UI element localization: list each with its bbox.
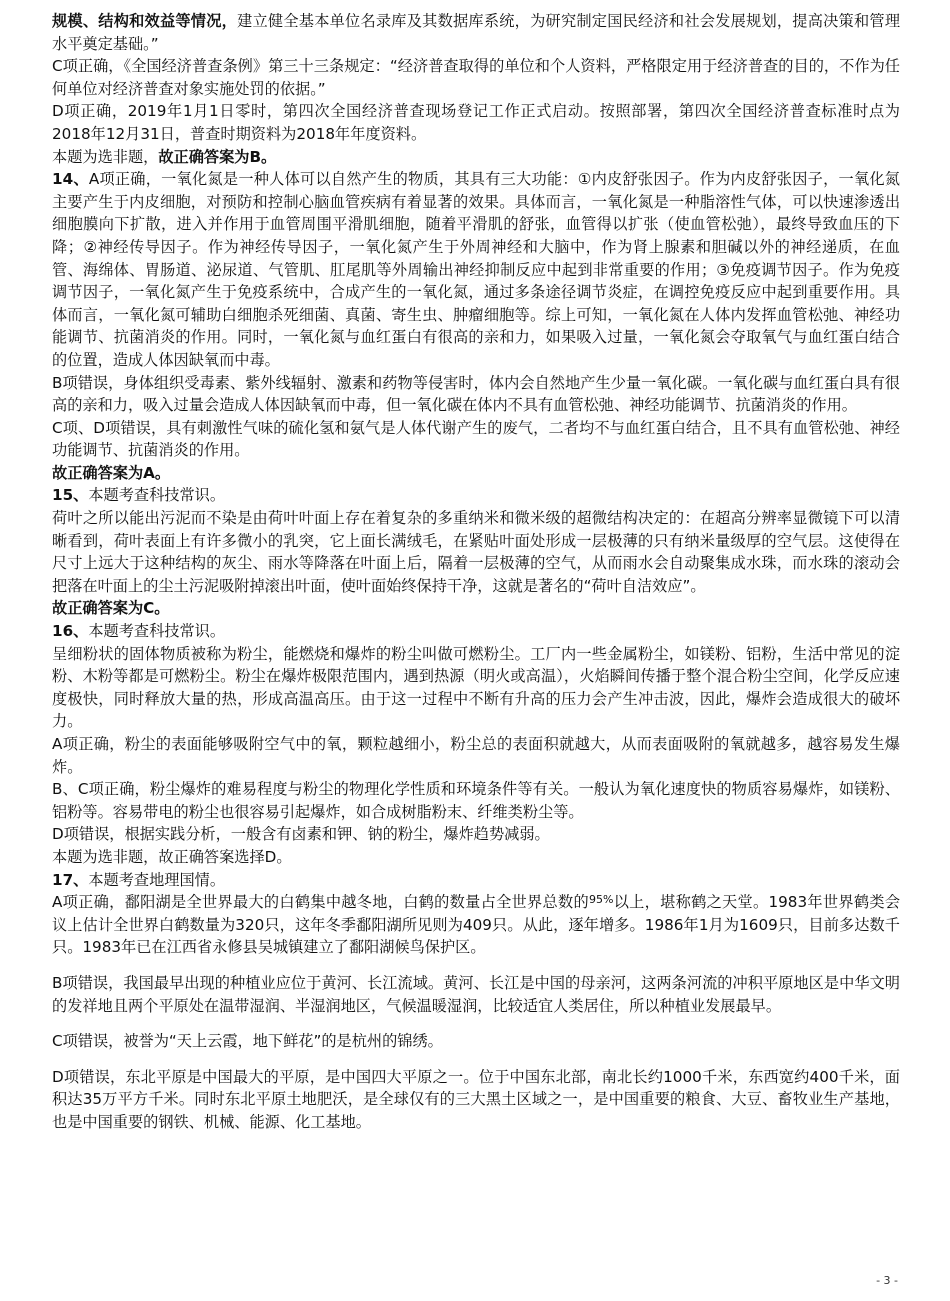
q17-option-a-after: 以上，堪称鹤之天堂。1983年世界鹤类会议上估计全世界白鹤数量为320只，这年冬季鄱阳湖所见则为409只。从此，逐年增多。1986年1月为1609只，目前多达数千只。1983年已在江西省永修县吴城镇建立了鄱阳湖候鸟保护区。 bbox=[52, 893, 901, 957]
q16-conclusion: 本题为选非题，故正确答案选择D。 bbox=[52, 847, 292, 866]
q15-body: 荷叶之所以能出污泥而不染是由荷叶叶面上存在着复杂的多重纳米和微米级的超微结构决定的：在超高分辨率显微镜下可以清晰看到，荷叶表面上有许多微小的乳突，它上面长满绒毛，在紧贴叶面处形成一层极薄的只有纳米量级厚的空气层。这使得在尺寸上远大于这种结构的灰尘、雨水等降落在叶面上后，隔着一层极薄的空气，从而雨水会自动聚集成水珠，而水珠的滚动会把落在叶面上的尘土污泥吸附掉滚出叶面，使叶面始终保持干净，这就是著名的“荷叶自洁效应”。 bbox=[52, 509, 900, 595]
q15-answer: 故正确答案为C。 bbox=[52, 599, 170, 618]
q13-intro bbox=[52, 10, 900, 55]
q13-option-c: C项正确，《全国经济普查条例》第三十三条规定：“经济普查取得的单位和个人资料，严格限定用于经济普查的目的，不作为任何单位对经济普查对象实施处罚的依据。” bbox=[52, 57, 900, 98]
q13-intro-rest: 建立健全基本单位名录库及其数据库系统，为研究制定国民经济和社会发展规划，提高决策和管理水平奠定基础。” bbox=[52, 12, 901, 53]
q14-number: 14、 bbox=[52, 170, 89, 189]
q16-body: 呈细粉状的固体物质被称为粉尘，能燃烧和爆炸的粉尘叫做可燃粉尘。工厂内一些金属粉尘，如镁粉、铝粉，生活中常见的淀粉、木粉等都是可燃粉尘。粉尘在爆炸极限范围内，遇到热源（明火或高温），火焰瞬间传播于整个混合粉尘空间，化学反应速度极快，同时释放大量的热，形成高温高压。由于这一过程中不断有升高的压力会产生冲击波，因此，爆炸会造成很大的破坏力。 bbox=[52, 644, 900, 731]
paragraph-gap bbox=[52, 1053, 900, 1066]
q14-option-cd: C项、D项错误，具有刺激性气味的硫化氢和氨气是人体代谢产生的废气，二者均不与血红蛋白结合，且不具有血管松弛、神经功能调节、抗菌消炎的作用。 bbox=[52, 418, 900, 460]
q13-intro-bold: 规模、结构和效益等情况， bbox=[52, 12, 238, 30]
q17-title: 本题考查地理国情。 bbox=[88, 870, 226, 889]
q15-number: 15、 bbox=[52, 486, 89, 505]
paragraph-gap bbox=[52, 1017, 900, 1030]
q14-option-a bbox=[52, 168, 900, 371]
q14-option-b: B项错误，身体组织受毒素、紫外线辐射、激素和药物等侵害时，体内会自然地产生少量一氧化碳。一氧化碳与血红蛋白具有很高的亲和力，吸入过量会造成人体因缺氧而中毒，但一氧化碳在体内不具有血管松弛、神经功能调节、抗菌消炎的作用。 bbox=[52, 373, 900, 415]
q17-option-a bbox=[52, 891, 900, 959]
q16-heading bbox=[52, 620, 900, 643]
q17-heading bbox=[52, 869, 900, 892]
q17-option-a-before: A项正确，鄱阳湖是全世界最大的白鹤集中越冬地，白鹤的数量占全世界总数的 bbox=[52, 893, 589, 912]
q17-option-b: B项错误，我国最早出现的种植业应位于黄河、长江流域。黄河、长江是中国的母亲河，这两条河流的冲积平原地区是中华文明的发祥地且两个平原处在温带湿润、半湿润地区，气候温暖湿润，比较适宜人类居住，所以种植业发展最早。 bbox=[52, 973, 900, 1015]
paragraph-gap bbox=[52, 959, 900, 972]
q13-option-d: D项正确，2019年1月1日零时，第四次全国经济普查现场登记工作正式启动。按照部署，第四次全国经济普查标准时点为2018年12月31日，普查时期资料为2018年年度资料。 bbox=[52, 102, 900, 143]
q14-answer: 故正确答案为A。 bbox=[52, 463, 171, 482]
q16-number: 16、 bbox=[52, 622, 89, 641]
q15-title: 本题考查科技常识。 bbox=[88, 486, 226, 505]
q16-option-a: A项正确，粉尘的表面能够吸附空气中的氧，颗粒越细小，粉尘总的表面积就越大，从而表面吸附的氧就越多，越容易发生爆炸。 bbox=[52, 735, 900, 776]
q17-number: 17、 bbox=[52, 870, 89, 889]
q15-heading bbox=[52, 484, 900, 507]
q16-title: 本题考查科技常识。 bbox=[88, 622, 226, 641]
q13-conclusion-plain: 本题为选非题， bbox=[52, 147, 159, 166]
page-number: - 3 - bbox=[876, 1274, 898, 1287]
q16-option-d: D项错误，根据实践分析，一般含有卤素和钾、钠的粉尘，爆炸趋势减弱。 bbox=[52, 825, 550, 844]
q14-option-a-text: A项正确，一氧化氮是一种人体可以自然产生的物质，其具有三大功能：①内皮舒张因子。作为内皮舒张因子，一氧化氮主要产生于内皮细胞，对预防和控制心脑血管疾病有着显著的效果。具体而言，一氧化氮是一种脂溶性气体，可以快速渗透出细胞膜向下扩散，进入并作用于血管周围平滑肌细胞，随着平滑肌的舒张，血管得以扩张（使血管松弛），最终导致血压的下降；②神经传导因子。作为神经传导因子，一氧化氮产生于外周神经和大脑中，作为肾上腺素和胆碱以外的神经递质，在血管、海绵体、胃肠道、泌尿道、气管肌、肛尾肌等外周输出神经抑制反应中起到非常重要的作用；③免疫调节因子。作为免疫调节因子，一氧化氮产生于免疫系统中，合成产生的一氧化氮，通过多条途径调节炎症，在调控免疫反应中起到重要作用。具体而言，一氧化氮可辅助白细胞杀死细菌、真菌、寄生虫、肿瘤细胞等。综上可知，一氧化氮在人体内发挥血管松弛、神经功能调节、抗菌消炎的作用。同时，一氧化氮与血红蛋白有很高的亲和力，如果吸入过量，一氧化氮会夺取氧气与血红蛋白结合的位置，造成人体因缺氧而中毒。 bbox=[52, 170, 900, 369]
q17-option-d: D项错误，东北平原是中国最大的平原，是中国四大平原之一。位于中国东北部，南北长约1000千米，东西宽约400千米，面积达35万平方千米。同时东北平原土地肥沃，是全球仅有的三大黑土区域之一，是中国重要的粮食、大豆、畜牧业生产基地，也是中国重要的钢铁、机械、能源、化工基地。 bbox=[52, 1067, 900, 1131]
q17-option-c: C项错误，被誉为“天上云霞，地下鲜花”的是杭州的锦绣。 bbox=[52, 1032, 443, 1051]
q13-conclusion bbox=[52, 146, 900, 169]
q16-option-bc: B、C项正确，粉尘爆炸的难易程度与粉尘的物理化学性质和环境条件等有关。一般认为氧化速度快的物质容易爆炸，如镁粉、铝粉等。容易带电的粉尘也很容易引起爆炸，如合成树脂粉末、纤维类粉尘等。 bbox=[52, 780, 900, 821]
q17-percent: 95% bbox=[588, 893, 614, 907]
page-content bbox=[52, 10, 900, 1134]
q13-answer: 故正确答案为B。 bbox=[158, 147, 277, 166]
